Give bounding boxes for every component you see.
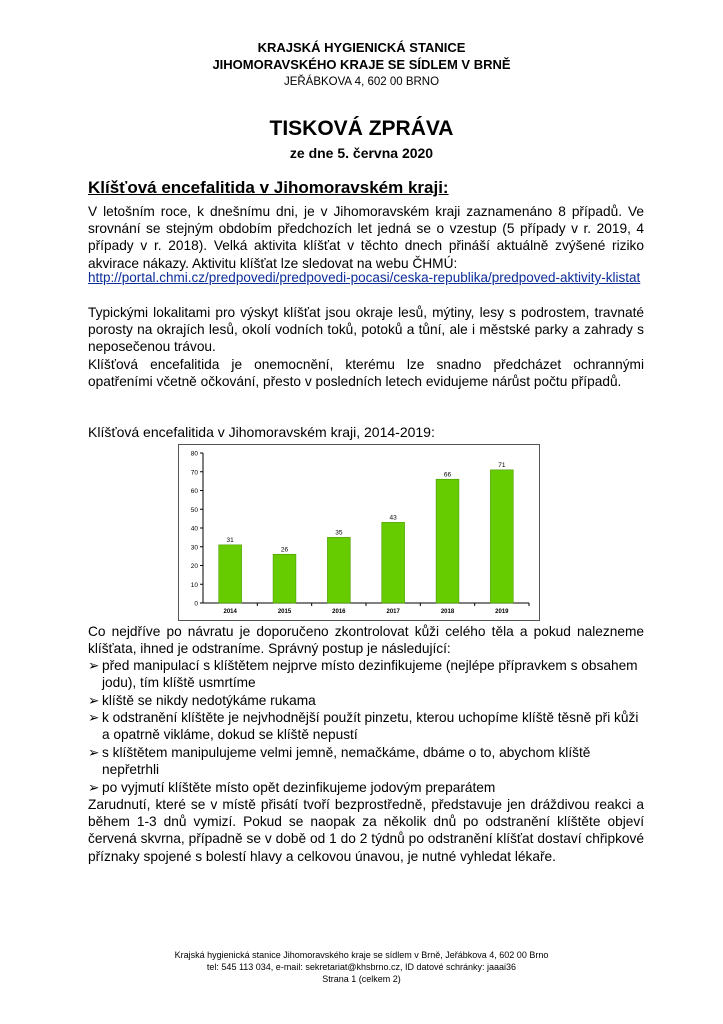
paragraph-prevention: Klíšťová encefalitida je onemocnění, kterému lze snadno předcházet ochrannými opatřeními včetně očkování, přesto v posledních letech evidujeme nárůst počtu případů.	[88, 357, 644, 390]
x-tick-label: 2018	[440, 609, 455, 615]
chmi-link[interactable]: http://portal.chmi.cz/predpovedi/predpovedi-pocasi/ceska-republika/predpoved-aktivity-klistat	[88, 270, 641, 285]
x-tick-label: 2019	[495, 609, 509, 615]
y-tick-label: 10	[190, 581, 198, 589]
list-item-text: k odstranění klíštěte je nejvhodnější použít pinzetu, kterou uchopíme klíště těsně při kůži a opatrně vikláme, dokud se klíště nepustí	[102, 710, 639, 743]
org-name-line2: JIHOMORAVSKÉHO KRAJE SE SÍDLEM V BRNĚ	[212, 57, 511, 72]
arrow-bullet-icon: ➢	[88, 710, 100, 725]
paragraph-symptoms: Zarudnutí, které se v místě přisátí tvoří bezprostředně, představuje jen dráždivou reakci a během 1-3 dnů vymizí. Pokud se naopak za několik dnů po odstranění klíštěte objeví červená skvrna, případně se v době od 1 do 2 týdnů po odstranění klíšťat dostaví chřipkové příznaky spojené s bolestí hlavy a celkovou únavou, je nutné vyhledat lékaře.	[88, 797, 644, 864]
bar-data-label: 66	[443, 471, 452, 479]
list-item	[88, 744, 644, 778]
list-item	[88, 657, 644, 691]
bar-data-label: 26	[280, 546, 289, 554]
bar-data-label: 31	[226, 536, 234, 544]
bar-data-label: 43	[389, 514, 397, 522]
bar-data-label: 35	[335, 529, 343, 537]
arrow-bullet-icon: ➢	[88, 693, 100, 708]
x-tick-label: 2014	[223, 609, 237, 615]
chart-bar	[490, 470, 513, 603]
arrow-bullet-icon: ➢	[88, 780, 100, 795]
chart-bar	[327, 537, 350, 603]
x-tick-label: 2017	[386, 609, 400, 615]
document-title: TISKOVÁ ZPRÁVA	[269, 117, 454, 140]
page-number: Strana 1 (celkem 2)	[322, 974, 401, 984]
y-tick-label: 20	[190, 563, 198, 570]
arrow-bullet-icon: ➢	[88, 658, 100, 673]
chart-caption: Klíšťová encefalitida v Jihomoravském kraji, 2014-2019:	[88, 424, 435, 440]
list-item	[88, 779, 644, 796]
list-item-text: klíště se nikdy nedotýkáme rukama	[102, 693, 316, 708]
list-item	[88, 692, 644, 709]
y-tick-label: 40	[190, 525, 198, 533]
article-heading: Klíšťová encefalitida v Jihomoravském kraji:	[88, 178, 449, 197]
list-item	[88, 709, 644, 743]
footer-address: Krajská hygienická stanice Jihomoravského kraje se sídlem v Brně, Jeřábkova 4, 602 00 Brno	[174, 950, 549, 960]
x-tick-label: 2016	[332, 609, 346, 615]
y-tick-label: 30	[190, 544, 198, 552]
chart-bar	[382, 522, 405, 603]
x-tick-label: 2015	[277, 609, 292, 615]
chart-bar	[219, 545, 242, 603]
chart-bar	[436, 479, 459, 603]
paragraph-check-skin: Co nejdříve po návratu je doporučeno zkontrolovat kůži celého těla a pokud nalezneme klíšťata, ihned je odstraníme. Správný postup je následující:	[88, 624, 644, 657]
chart-bar	[273, 554, 296, 603]
paragraph-cases: V letošním roce, k dnešnímu dni, je v Jihomoravském kraji zaznamenáno 8 případů. Ve srovnání se stejným obdobím předchozích let jedná se o vzestup (5 případy v r. 2019, 4 případy v r. 2018). Velká aktivita klíšťat v těchto dnech přináší aktuálně zvýšené riziko akvirace nákazy. Aktivitu klíšťat lze sledovat na webu ČHMÚ:	[88, 204, 644, 271]
list-item-text: s klíštětem manipulujeme velmi jemně, nemačkáme, dbáme o to, abychom klíště nepřetrhli	[102, 745, 591, 778]
y-tick-label: 70	[190, 469, 198, 477]
y-tick-label: 0	[194, 600, 198, 608]
y-tick-label: 50	[190, 506, 198, 514]
y-tick-label: 80	[190, 450, 198, 458]
org-name-line1: KRAJSKÁ HYGIENICKÁ STANICE	[257, 40, 466, 55]
list-item-text: po vyjmutí klíštěte místo opět dezinfikujeme jodovým preparátem	[102, 780, 496, 795]
bar-chart	[178, 444, 540, 621]
document-date: ze dne 5. června 2020	[289, 145, 434, 161]
bar-data-label: 71	[498, 461, 506, 469]
footer-contact: tel: 545 113 034, e-mail: sekretariat@khsbrno.cz, ID datové schránky: jaaai36	[206, 962, 517, 972]
chart-svg	[179, 445, 539, 620]
list-item-text: před manipulací s klíštětem nejprve místo dezinfikujeme (nejlépe přípravkem s obsahem jodu), tím klíště usmrtíme	[102, 658, 638, 691]
paragraph-locations: Typickými lokalitami pro výskyt klíšťat jsou okraje lesů, mýtiny, lesy s podrostem, travnaté porosty na okrajích lesů, okolí vodních toků, potoků a tůní, ale i městské parky a zahrady s neposečenou trávou.	[88, 305, 644, 355]
y-tick-label: 60	[190, 488, 198, 495]
arrow-bullet-icon: ➢	[88, 745, 100, 760]
org-address: JEŘÁBKOVA 4, 602 00 BRNO	[283, 76, 440, 88]
